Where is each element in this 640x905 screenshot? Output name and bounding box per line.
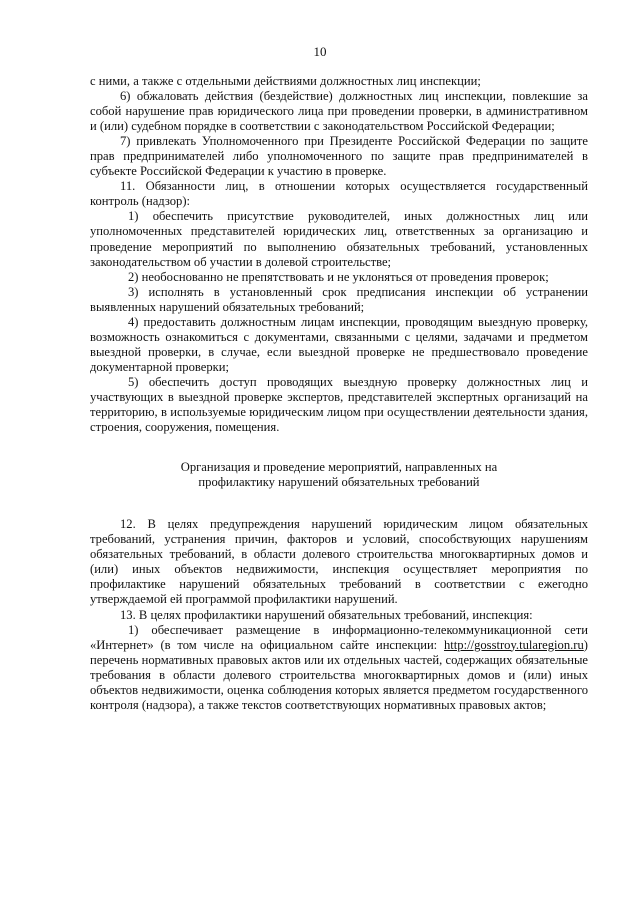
paragraph: 7) привлекать Уполномоченного при Президенте Российской Федерации по защите прав предпринимателей либо уполномоченного по защите прав предпринимателей в субъекте Российской Федерации к участию в проверке.	[90, 134, 588, 179]
paragraph: 4) предоставить должностным лицам инспекции, проводящим выездную проверку, возможность ознакомиться с документами, связанными с целями, задачами и предметом выездной проверки, в случае, если выездной проверке не предшествовало проведение документарной проверки;	[90, 314, 588, 374]
paragraph: 5) обеспечить доступ проводящих выездную проверку должностных лиц и участвующих в выездной проверке экспертов, представителей экспертных организаций на территорию, в используемые юридическим лицом при осуществлении деятельности здания, строения, сооружения, помещения.	[90, 374, 588, 435]
paragraph: 11. Обязанности лиц, в отношении которых осуществляется государственный контроль (надзор):	[90, 179, 588, 209]
paragraph: 13. В целях профилактики нарушений обязательных требований, инспекция:	[120, 607, 533, 622]
document-body	[90, 74, 588, 713]
site-link[interactable]: http://gosstroy.tularegion.ru	[443, 637, 584, 652]
paragraph: 2) необоснованно не препятствовать и не уклоняться от проведения проверок;	[128, 269, 549, 284]
section-heading-line-2: профилактику нарушений обязательных требований	[198, 475, 480, 490]
paragraph-13-1	[90, 623, 588, 713]
paragraph-13-1-text: 1) обеспечивает размещение в информационно-телекоммуникационной сети «Интернет» (в том числе на официальном сайте инспекции:	[90, 622, 588, 652]
paragraph: 1) обеспечить присутствие руководителей, иных должностных лиц или уполномоченных представителей юридических лиц, ответственных за организацию и проведение мероприятий по выполнению обязательных требований, установленных законодательством об участии в долевой строительстве;	[90, 209, 588, 269]
paragraph: с ними, а также с отдельными действиями должностных лиц инспекции;	[90, 74, 481, 88]
section-heading	[90, 460, 588, 490]
section-heading-line-1: Организация и проведение мероприятий, направленных на	[180, 460, 498, 475]
paragraphs-bottom	[90, 517, 588, 622]
paragraph-13-1-text-end: ) перечень нормативных правовых актов или их отдельных частей, содержащих обязательные требования в области долевого строительства многоквартирных домов и (или) иных объектов недвижимости, оценка соблюдения которых является предметом государственного контроля (надзора), а также текстов соответствующих нормативных правовых актов;	[90, 637, 588, 712]
page-number: 10	[313, 44, 327, 59]
paragraphs-top	[90, 74, 588, 435]
paragraph: 6) обжаловать действия (бездействие) должностных лиц инспекции, повлекшие за собой нарушение прав юридического лица при проведении проверки, в административном и (или) судебном порядке в соответствии с законодательством Российской Федерации;	[90, 89, 588, 134]
paragraph: 3) исполнять в установленный срок предписания инспекции об устранении выявленных нарушений обязательных требований;	[90, 284, 588, 314]
paragraph: 12. В целях предупреждения нарушений юридическим лицом обязательных требований, устранения причин, факторов и условий, способствующих нарушениям обязательных требований, в области долевого строительства многоквартирных домов и (или) иных объектов недвижимости, инспекция осуществляет мероприятия по профилактике нарушений обязательных требований в соответствии с ежегодно утверждаемой ей программой профилактики нарушений.	[90, 517, 588, 607]
